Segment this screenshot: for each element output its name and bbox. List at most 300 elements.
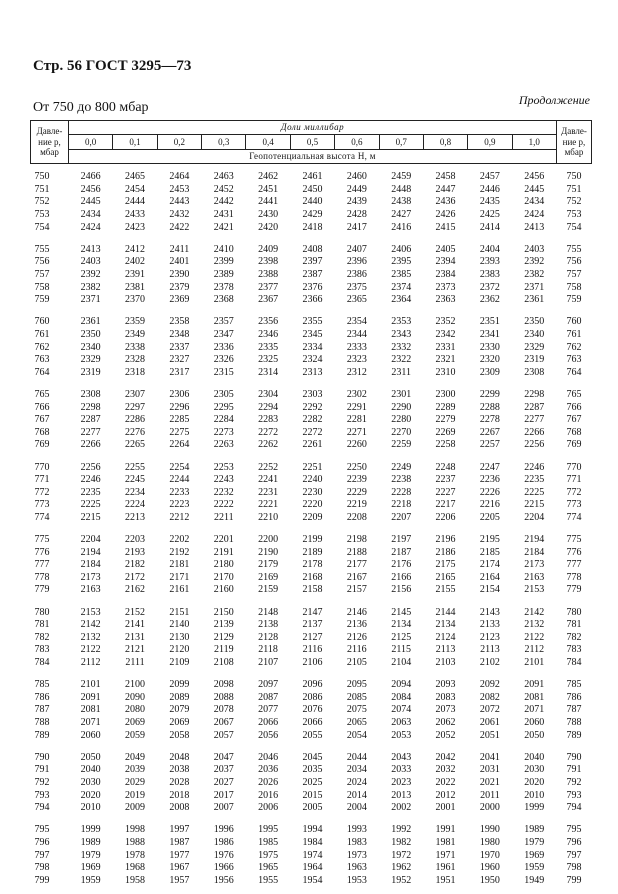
height-cell: 2095	[346, 679, 367, 691]
pressure-cell-right: 762	[566, 341, 582, 353]
height-cell: 2093	[435, 679, 456, 691]
table-row	[31, 572, 592, 585]
column-header-row	[31, 135, 592, 150]
height-cell: 2207	[391, 511, 412, 523]
table-row	[31, 244, 592, 257]
height-cell: 2258	[435, 439, 456, 451]
height-cell: 2067	[213, 717, 234, 729]
height-cell: 2098	[213, 679, 234, 691]
height-cell: 1962	[391, 862, 412, 874]
height-cell: 2017	[213, 789, 234, 801]
height-cell: 2094	[391, 679, 412, 691]
height-cell: 2336	[213, 341, 234, 353]
height-cell: 2169	[258, 571, 279, 583]
height-cell: 2357	[213, 316, 234, 328]
height-cell: 2192	[169, 546, 190, 558]
geopotential-table	[30, 120, 592, 887]
height-cell: 2353	[391, 316, 412, 328]
height-cell: 2155	[435, 584, 456, 596]
pressure-cell: 770	[34, 461, 50, 473]
height-cell: 1987	[169, 836, 190, 848]
table-row	[31, 584, 592, 597]
height-cell: 2425	[479, 209, 500, 221]
height-cell: 2173	[524, 559, 545, 571]
height-cell: 2102	[479, 657, 500, 669]
height-cell: 2335	[258, 341, 279, 353]
pressure-cell-right: 772	[566, 486, 582, 498]
height-cell: 2330	[479, 341, 500, 353]
table-row	[31, 221, 592, 234]
height-cell: 2025	[302, 776, 323, 788]
height-cell: 2210	[258, 511, 279, 523]
pressure-cell: 758	[34, 281, 50, 293]
height-cell: 2099	[169, 679, 190, 691]
height-cell: 2071	[80, 717, 101, 729]
height-cell: 2011	[480, 789, 500, 801]
height-cell: 2423	[125, 221, 146, 233]
height-cell: 2403	[524, 243, 545, 255]
height-cell: 2300	[435, 388, 456, 400]
pressure-cell-right: 777	[566, 559, 582, 571]
height-cell: 2144	[435, 606, 456, 618]
height-cell: 2249	[391, 461, 412, 473]
height-cell: 2291	[346, 401, 367, 413]
height-cell: 2381	[125, 281, 146, 293]
pressure-cell-right: 785	[566, 679, 582, 691]
height-cell: 2275	[169, 426, 190, 438]
height-cell: 2046	[258, 751, 279, 763]
height-cell: 2399	[213, 256, 234, 268]
height-cell: 2170	[213, 571, 234, 583]
height-cell: 2346	[258, 329, 279, 341]
height-cell: 2308	[524, 366, 545, 378]
height-cell: 1967	[169, 862, 190, 874]
height-cell: 2111	[125, 657, 145, 669]
page-number: Стр. 56	[33, 58, 83, 74]
height-cell: 2298	[524, 388, 545, 400]
height-cell: 2142	[524, 606, 545, 618]
height-cell: 1957	[169, 874, 190, 886]
pressure-cell: 752	[34, 196, 50, 208]
height-cell: 2345	[302, 329, 323, 341]
height-cell: 2143	[479, 606, 500, 618]
height-cell: 2023	[391, 776, 412, 788]
height-cell: 2292	[302, 401, 323, 413]
pressure-cell: 790	[34, 751, 50, 763]
pressure-cell-right: 773	[566, 499, 582, 511]
pressure-cell: 778	[34, 571, 50, 583]
height-cell: 2287	[80, 414, 101, 426]
table-body	[31, 164, 592, 888]
height-cell: 2296	[169, 401, 190, 413]
height-cell: 2106	[302, 657, 323, 669]
height-cell: 2072	[479, 704, 500, 716]
height-cell: 2269	[435, 426, 456, 438]
height-cell: 2264	[169, 439, 190, 451]
height-cell: 2270	[391, 426, 412, 438]
height-cell: 2427	[391, 209, 412, 221]
height-cell: 2133	[479, 619, 500, 631]
height-cell: 2247	[479, 461, 500, 473]
height-cell: 2203	[125, 534, 146, 546]
table-row	[31, 777, 592, 790]
table-row	[31, 316, 592, 329]
height-cell: 2060	[524, 717, 545, 729]
height-cell: 2457	[479, 171, 500, 183]
height-cell: 2405	[435, 243, 456, 255]
table-row	[31, 632, 592, 645]
table-row	[31, 729, 592, 742]
pressure-cell-right: 798	[566, 862, 582, 874]
table-row	[31, 389, 592, 402]
height-cell: 2343	[391, 329, 412, 341]
pressure-cell-right: 759	[566, 294, 582, 306]
height-cell: 2021	[479, 776, 500, 788]
height-cell: 2175	[435, 559, 456, 571]
height-cell: 2107	[258, 657, 279, 669]
height-cell: 1971	[435, 849, 456, 861]
height-cell: 2066	[258, 717, 279, 729]
height-cell: 2043	[391, 751, 412, 763]
height-cell: 2285	[169, 414, 190, 426]
height-cell: 2159	[258, 584, 279, 596]
height-cell: 2008	[169, 802, 190, 814]
height-cell: 2132	[80, 631, 101, 643]
pressure-cell: 769	[34, 439, 50, 451]
pressure-cell: 760	[34, 316, 50, 328]
height-cell: 2328	[125, 354, 146, 366]
height-cell: 1986	[213, 836, 234, 848]
pressure-cell: 795	[34, 824, 50, 836]
height-cell: 2179	[258, 559, 279, 571]
height-cell: 2061	[479, 717, 500, 729]
height-cell: 2452	[213, 183, 234, 195]
height-cell: 2350	[524, 316, 545, 328]
column-header: 0,5	[290, 135, 334, 150]
pressure-cell: 766	[34, 401, 50, 413]
height-cell: 2347	[213, 329, 234, 341]
pressure-cell-right: 795	[566, 824, 582, 836]
height-cell: 1998	[125, 824, 146, 836]
height-cell: 2277	[524, 414, 545, 426]
height-cell: 2441	[258, 196, 279, 208]
height-cell: 2238	[391, 474, 412, 486]
height-cell: 2246	[80, 474, 101, 486]
pressure-cell: 797	[34, 849, 50, 861]
height-cell: 2433	[125, 209, 146, 221]
height-cell: 2244	[169, 474, 190, 486]
pressure-cell: 768	[34, 426, 50, 438]
height-cell: 2126	[346, 631, 367, 643]
height-cell: 2246	[524, 461, 545, 473]
height-cell: 2001	[435, 802, 456, 814]
height-cell: 2152	[125, 606, 146, 618]
pressure-cell: 798	[34, 862, 50, 874]
height-cell: 2020	[524, 776, 545, 788]
height-cell: 2197	[391, 534, 412, 546]
height-cell: 2088	[213, 691, 234, 703]
pressure-cell: 774	[34, 511, 50, 523]
height-cell: 2055	[302, 729, 323, 741]
pressure-cell: 751	[34, 183, 50, 195]
height-cell: 1984	[302, 836, 323, 848]
height-cell: 2178	[302, 559, 323, 571]
height-cell: 2370	[125, 294, 146, 306]
height-cell: 2160	[213, 584, 234, 596]
table-row	[31, 426, 592, 439]
height-cell: 2075	[346, 704, 367, 716]
height-cell: 2385	[391, 269, 412, 281]
height-cell: 2176	[391, 559, 412, 571]
height-cell: 2439	[346, 196, 367, 208]
height-cell: 2340	[80, 341, 101, 353]
height-cell: 2157	[346, 584, 367, 596]
height-cell: 2232	[213, 486, 234, 498]
table-row	[31, 802, 592, 815]
height-cell: 1953	[346, 874, 367, 886]
height-cell: 2037	[213, 764, 234, 776]
height-cell: 2040	[80, 764, 101, 776]
height-cell: 2463	[213, 171, 234, 183]
height-cell: 2389	[213, 269, 234, 281]
height-cell: 2272	[302, 426, 323, 438]
height-cell: 2053	[391, 729, 412, 741]
height-cell: 2171	[169, 571, 190, 583]
height-cell: 2123	[479, 631, 500, 643]
height-cell: 2409	[258, 243, 279, 255]
pressure-cell: 757	[34, 269, 50, 281]
height-cell: 2326	[213, 354, 234, 366]
pressure-cell-right: 782	[566, 631, 582, 643]
height-cell: 2241	[258, 474, 279, 486]
height-cell: 2134	[391, 619, 412, 631]
table-subtitle: От 750 до 800 мбар	[33, 100, 149, 115]
table-row	[31, 619, 592, 632]
height-cell: 1961	[435, 862, 456, 874]
height-cell: 1951	[435, 874, 456, 886]
height-cell: 1979	[80, 849, 101, 861]
height-cell: 2432	[169, 209, 190, 221]
pressure-cell-right: 797	[566, 849, 582, 861]
height-cell: 2329	[80, 354, 101, 366]
height-cell: 2073	[435, 704, 456, 716]
pressure-cell-right: 764	[566, 366, 582, 378]
height-cell: 2429	[302, 209, 323, 221]
height-cell: 2184	[524, 546, 545, 558]
pressure-cell-right: 756	[566, 256, 582, 268]
height-cell: 2280	[391, 414, 412, 426]
pressure-cell-right: 793	[566, 789, 582, 801]
height-cell: 2184	[80, 559, 101, 571]
height-cell: 2417	[346, 221, 367, 233]
height-cell: 2448	[391, 183, 412, 195]
height-cell: 1954	[302, 874, 323, 886]
height-cell: 2204	[80, 534, 101, 546]
height-cell: 2456	[80, 183, 101, 195]
height-cell: 2318	[125, 366, 146, 378]
pressure-cell-right: 770	[566, 461, 582, 473]
height-cell: 2403	[80, 256, 101, 268]
pressure-header-right: Давле- ние p, мбар	[557, 121, 592, 164]
height-cell: 2222	[213, 499, 234, 511]
height-cell: 2324	[302, 354, 323, 366]
height-cell: 2248	[435, 461, 456, 473]
height-cell: 2122	[524, 631, 545, 643]
height-cell: 2113	[435, 644, 456, 656]
height-cell: 2215	[524, 499, 545, 511]
height-cell: 2137	[302, 619, 323, 631]
height-cell: 2256	[524, 439, 545, 451]
table-row	[31, 534, 592, 547]
pressure-cell-right: 751	[566, 183, 582, 195]
table-row	[31, 184, 592, 197]
column-header: 0,9	[468, 135, 512, 150]
height-cell: 2132	[524, 619, 545, 631]
pressure-cell: 776	[34, 546, 50, 558]
height-cell: 2010	[524, 789, 545, 801]
height-cell: 2141	[125, 619, 146, 631]
height-cell: 2253	[213, 461, 234, 473]
height-cell: 2282	[302, 414, 323, 426]
pressure-cell: 789	[34, 729, 50, 741]
height-cell: 2109	[169, 657, 190, 669]
height-cell: 2151	[169, 606, 190, 618]
pressure-cell-right: 789	[566, 729, 582, 741]
height-cell: 2412	[125, 243, 146, 255]
height-cell: 2349	[125, 329, 146, 341]
height-cell: 2327	[169, 354, 190, 366]
pressure-cell-right: 765	[566, 388, 582, 400]
height-cell: 2332	[391, 341, 412, 353]
height-cell: 2116	[302, 644, 323, 656]
height-cell: 2356	[258, 316, 279, 328]
height-cell: 2288	[479, 401, 500, 413]
height-cell: 2462	[258, 171, 279, 183]
height-cell: 2120	[169, 644, 190, 656]
height-cell: 2284	[213, 414, 234, 426]
height-cell: 2382	[80, 281, 101, 293]
height-cell: 1950	[479, 874, 500, 886]
table-row	[31, 789, 592, 802]
pressure-cell: 780	[34, 606, 50, 618]
height-cell: 2290	[391, 401, 412, 413]
height-cell: 2127	[302, 631, 323, 643]
height-cell: 1969	[524, 849, 545, 861]
height-cell: 2219	[346, 499, 367, 511]
height-cell: 1983	[346, 836, 367, 848]
height-cell: 2396	[346, 256, 367, 268]
pressure-cell: 762	[34, 341, 50, 353]
pressure-cell-right: 761	[566, 329, 582, 341]
height-cell: 2431	[213, 209, 234, 221]
height-cell: 2229	[346, 486, 367, 498]
height-cell: 2115	[391, 644, 412, 656]
height-cell: 2101	[80, 679, 101, 691]
height-cell: 2187	[391, 546, 412, 558]
height-cell: 2456	[524, 171, 545, 183]
pressure-cell: 785	[34, 679, 50, 691]
height-cell: 2434	[80, 209, 101, 221]
pressure-cell: 775	[34, 534, 50, 546]
height-cell: 1974	[302, 849, 323, 861]
height-cell: 2163	[524, 571, 545, 583]
height-cell: 2194	[80, 546, 101, 558]
height-cell: 1993	[346, 824, 367, 836]
height-cell: 2320	[479, 354, 500, 366]
height-cell: 1960	[479, 862, 500, 874]
height-cell: 2321	[435, 354, 456, 366]
height-cell: 2172	[125, 571, 146, 583]
height-cell: 2329	[524, 341, 545, 353]
height-cell: 2404	[479, 243, 500, 255]
height-cell: 2406	[391, 243, 412, 255]
height-cell: 2225	[524, 486, 545, 498]
height-cell: 2445	[524, 183, 545, 195]
height-cell: 2312	[346, 366, 367, 378]
table-row	[31, 692, 592, 705]
continuation-label: Продолжение	[518, 93, 590, 107]
height-cell: 2434	[524, 196, 545, 208]
height-cell: 2128	[258, 631, 279, 643]
height-cell: 2083	[435, 691, 456, 703]
height-cell: 2392	[80, 269, 101, 281]
height-cell: 2080	[125, 704, 146, 716]
height-cell: 1997	[169, 824, 190, 836]
height-cell: 2200	[258, 534, 279, 546]
height-cell: 2334	[302, 341, 323, 353]
table-row	[31, 269, 592, 282]
height-cell: 2136	[346, 619, 367, 631]
table-row	[31, 196, 592, 209]
height-cell: 1978	[125, 849, 146, 861]
pressure-cell-right: 766	[566, 401, 582, 413]
height-cell: 2186	[435, 546, 456, 558]
height-cell: 2202	[169, 534, 190, 546]
height-cell: 1973	[346, 849, 367, 861]
height-cell: 2031	[479, 764, 500, 776]
height-cell: 2415	[435, 221, 456, 233]
height-cell: 2190	[258, 546, 279, 558]
height-cell: 2050	[524, 729, 545, 741]
height-cell: 2097	[258, 679, 279, 691]
height-cell: 2209	[302, 511, 323, 523]
column-header: 0,0	[69, 135, 113, 150]
pressure-cell-right: 791	[566, 764, 582, 776]
height-cell: 2148	[258, 606, 279, 618]
height-cell: 2402	[125, 256, 146, 268]
height-cell: 2308	[80, 388, 101, 400]
height-cell: 2279	[435, 414, 456, 426]
height-cell: 2401	[169, 256, 190, 268]
height-cell: 2071	[524, 704, 545, 716]
height-cell: 2287	[524, 401, 545, 413]
height-cell: 2297	[125, 401, 146, 413]
pressure-cell: 796	[34, 836, 50, 848]
pressure-cell-right: 755	[566, 243, 582, 255]
height-cell: 2233	[169, 486, 190, 498]
height-cell: 1952	[391, 874, 412, 886]
height-cell: 2065	[346, 717, 367, 729]
table-row	[31, 764, 592, 777]
height-cell: 2383	[479, 269, 500, 281]
height-cell: 2451	[258, 183, 279, 195]
height-cell: 2016	[258, 789, 279, 801]
height-cell: 2081	[80, 704, 101, 716]
table-row	[31, 862, 592, 875]
table-row	[31, 256, 592, 269]
height-cell: 1959	[524, 862, 545, 874]
height-cell: 2116	[347, 644, 367, 656]
